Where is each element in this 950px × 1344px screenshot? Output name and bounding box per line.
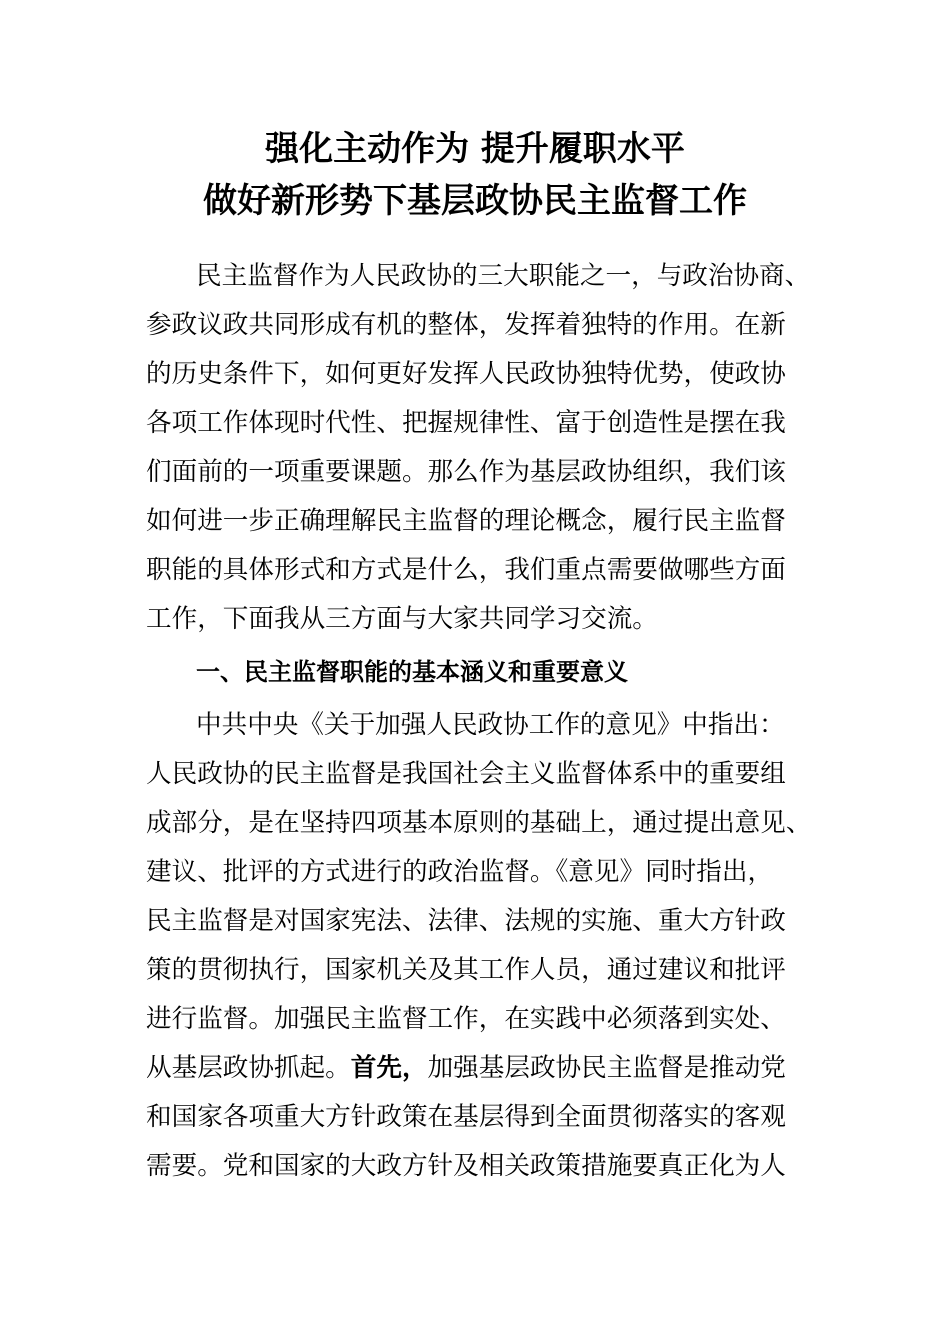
- body-line-7: 职能的具体形式和方式是什么，我们重点需要做哪些方面: [146, 555, 786, 585]
- body-line-19: 需要。党和国家的大政方针及相关政策措施要真正化为人: [146, 1151, 786, 1181]
- section-heading-1: 一、民主监督职能的基本涵义和重要意义: [196, 658, 628, 686]
- body-line-15: 策的贯彻执行，国家机关及其工作人员，通过建议和批评: [146, 955, 786, 985]
- body-line-18: 和国家各项重大方针政策在基层得到全面贯彻落实的客观: [146, 1102, 786, 1132]
- body-line-17-end: 加强基层政协民主监督是推动党: [427, 1053, 786, 1083]
- document-title-line-2: 做好新形势下基层政协民主监督工作: [203, 181, 747, 221]
- body-line-14: 民主监督是对国家宪法、法律、法规的实施、重大方针政: [146, 906, 786, 936]
- body-line-3: 的历史条件下，如何更好发挥人民政协独特优势，使政协: [146, 359, 786, 389]
- body-line-1: 民主监督作为人民政协的三大职能之一，与政治协商、: [196, 261, 811, 291]
- body-line-17: [146, 1051, 796, 1085]
- body-line-8: 工作，下面我从三方面与大家共同学习交流。: [146, 604, 658, 634]
- body-line-5: 们面前的一项重要课题。那么作为基层政协组织，我们该: [146, 457, 786, 487]
- body-line-6: 如何进一步正确理解民主监督的理论概念，履行民主监督: [146, 506, 786, 536]
- body-line-2: 参政议政共同形成有机的整体，发挥着独特的作用。在新: [146, 310, 786, 340]
- document-title-line-1: 强化主动作为 提升履职水平: [265, 129, 685, 169]
- body-line-17-start: 从基层政协抓起。: [146, 1053, 351, 1083]
- body-line-13: 建议、批评的方式进行的政治监督。《意见》同时指出，: [146, 857, 774, 887]
- bold-lead-phrase: 首先，: [350, 1053, 428, 1083]
- body-line-10: 中共中央《关于加强人民政协工作的意见》中指出：: [196, 710, 785, 740]
- body-line-11: 人民政协的民主监督是我国社会主义监督体系中的重要组: [146, 759, 786, 789]
- body-line-16: 进行监督。加强民主监督工作，在实践中必须落到实处、: [146, 1004, 786, 1034]
- body-line-12: 成部分，是在坚持四项基本原则的基础上，通过提出意见、: [146, 808, 812, 838]
- body-line-4: 各项工作体现时代性、把握规律性、富于创造性是摆在我: [146, 408, 786, 438]
